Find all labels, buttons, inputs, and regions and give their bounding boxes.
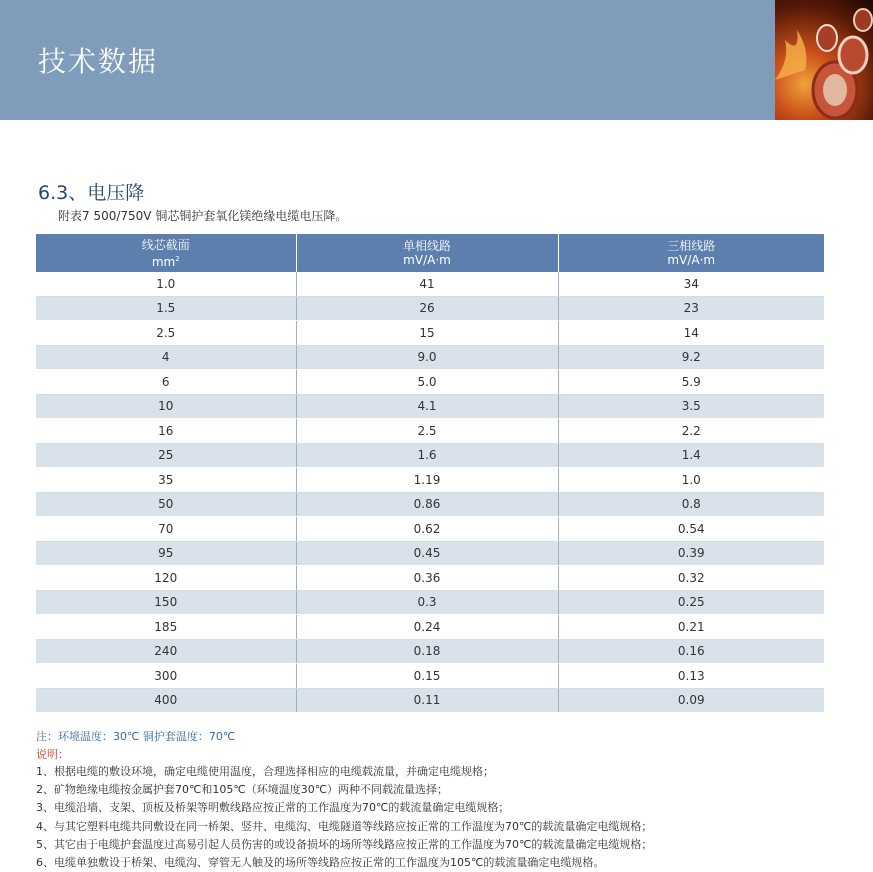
cable-photo <box>775 0 873 120</box>
cell-cross-section: 95 <box>36 541 296 566</box>
cell-cross-section: 50 <box>36 492 296 517</box>
cell-cross-section: 70 <box>36 517 296 542</box>
cell-single-phase: 0.62 <box>296 517 558 542</box>
cell-single-phase: 0.45 <box>296 541 558 566</box>
cell-single-phase: 9.0 <box>296 345 558 370</box>
explain-item: 6、电缆单独敷设于桥架、电缆沟、穿管无人触及的场所等线路应按正常的工作温度为105℃的载流量确定电缆规格。 <box>36 856 605 870</box>
header-three-phase <box>558 234 824 272</box>
cell-cross-section: 6 <box>36 370 296 395</box>
cell-three-phase: 9.2 <box>558 345 824 370</box>
table-row <box>36 566 824 591</box>
cell-cross-section: 10 <box>36 394 296 419</box>
table-row <box>36 615 824 640</box>
cell-three-phase: 34 <box>558 272 824 296</box>
cell-single-phase: 2.5 <box>296 419 558 444</box>
cell-three-phase: 0.13 <box>558 664 824 689</box>
table-row <box>36 688 824 713</box>
cell-single-phase: 0.18 <box>296 639 558 664</box>
page-title: 技术数据 <box>38 45 159 78</box>
cell-single-phase: 0.15 <box>296 664 558 689</box>
cell-three-phase: 2.2 <box>558 419 824 444</box>
cell-cross-section: 16 <box>36 419 296 444</box>
cell-three-phase: 23 <box>558 296 824 321</box>
cell-cross-section: 150 <box>36 590 296 615</box>
table-row <box>36 492 824 517</box>
cell-single-phase: 0.86 <box>296 492 558 517</box>
cell-three-phase: 0.25 <box>558 590 824 615</box>
table-row <box>36 394 824 419</box>
cell-three-phase: 5.9 <box>558 370 824 395</box>
header-cross-section <box>36 234 296 272</box>
cell-single-phase: 1.19 <box>296 468 558 493</box>
cell-single-phase: 0.24 <box>296 615 558 640</box>
header-unit-sup: 2 <box>175 254 180 263</box>
cell-three-phase: 1.4 <box>558 443 824 468</box>
cell-three-phase: 0.16 <box>558 639 824 664</box>
cell-three-phase: 3.5 <box>558 394 824 419</box>
cell-single-phase: 26 <box>296 296 558 321</box>
explain-item: 5、其它由于电缆护套温度过高易引起人员伤害的或设备损坏的场所等线路应按正常的工作温度为70℃的载流量确定电缆规格； <box>36 837 653 851</box>
explain-item: 1、根据电缆的敷设环境，确定电缆使用温度，合理选择相应的电缆载流量，并确定电缆规格； <box>36 765 494 778</box>
cell-single-phase: 15 <box>296 321 558 346</box>
section-title: 6.3、电压降 <box>38 182 145 204</box>
cell-three-phase: 1.0 <box>558 468 824 493</box>
cell-three-phase: 0.8 <box>558 492 824 517</box>
table-row <box>36 664 824 689</box>
header-label: 三相线路 <box>667 239 716 253</box>
cell-cross-section: 35 <box>36 468 296 493</box>
table-caption: 附表7 500/750V 铜芯铜护套氧化镁绝缘电缆电压降。 <box>58 209 348 223</box>
voltage-drop-table <box>36 234 824 713</box>
header-label: 单相线路 <box>402 239 451 253</box>
table-row <box>36 370 824 395</box>
header-single-phase <box>296 234 558 272</box>
explain-item: 2、矿物绝缘电缆按金属护套70℃和105℃（环境温度30℃）两种不同载流量选择； <box>36 783 449 797</box>
page-header <box>0 0 873 120</box>
table-note: 注：环境温度：30℃ 铜护套温度：70℃ <box>36 730 236 743</box>
cell-three-phase: 0.39 <box>558 541 824 566</box>
explain-item: 4、与其它塑料电缆共同敷设在同一桥架、竖井、电缆沟、电缆隧道等线路应按正常的工作温度为70℃的载流量确定电缆规格； <box>36 819 653 833</box>
table-row <box>36 443 824 468</box>
table-row <box>36 419 824 444</box>
cell-single-phase: 4.1 <box>296 394 558 419</box>
cell-cross-section: 120 <box>36 566 296 591</box>
table-header-row <box>36 234 824 272</box>
cell-cross-section: 1.0 <box>36 272 296 296</box>
cable-photo-graphic <box>775 0 873 120</box>
cell-single-phase: 41 <box>296 272 558 296</box>
cell-cross-section: 4 <box>36 345 296 370</box>
cell-single-phase: 0.11 <box>296 688 558 713</box>
cell-cross-section: 2.5 <box>36 321 296 346</box>
cell-cross-section: 240 <box>36 639 296 664</box>
header-unit: mV/A·m <box>403 253 451 267</box>
table-row <box>36 639 824 664</box>
cell-cross-section: 185 <box>36 615 296 640</box>
cell-three-phase: 14 <box>558 321 824 346</box>
cell-single-phase: 5.0 <box>296 370 558 395</box>
cell-single-phase: 1.6 <box>296 443 558 468</box>
header-unit: mm <box>151 254 176 269</box>
cell-three-phase: 0.21 <box>558 615 824 640</box>
explain-item: 3、电缆沿墙、支架、顶板及桥架等明敷线路应按正常的工作温度为70℃的载流量确定电缆规格； <box>36 801 510 815</box>
table-row <box>36 272 824 296</box>
cell-three-phase: 0.32 <box>558 566 824 591</box>
cell-single-phase: 0.36 <box>296 566 558 591</box>
cell-three-phase: 0.54 <box>558 517 824 542</box>
table-row <box>36 345 824 370</box>
table-row <box>36 590 824 615</box>
table-row <box>36 468 824 493</box>
explain-title: 说明： <box>36 748 69 761</box>
header-unit: mV/A·m <box>667 253 716 267</box>
table-row <box>36 517 824 542</box>
table-row <box>36 321 824 346</box>
cell-cross-section: 300 <box>36 664 296 689</box>
explain-list <box>36 763 652 872</box>
cell-cross-section: 400 <box>36 688 296 713</box>
table-row <box>36 541 824 566</box>
header-label: 线芯截面 <box>141 237 190 252</box>
cell-three-phase: 0.09 <box>558 688 824 713</box>
table-body <box>36 272 824 713</box>
cell-single-phase: 0.3 <box>296 590 558 615</box>
cell-cross-section: 1.5 <box>36 296 296 321</box>
table-row <box>36 296 824 321</box>
cell-cross-section: 25 <box>36 443 296 468</box>
